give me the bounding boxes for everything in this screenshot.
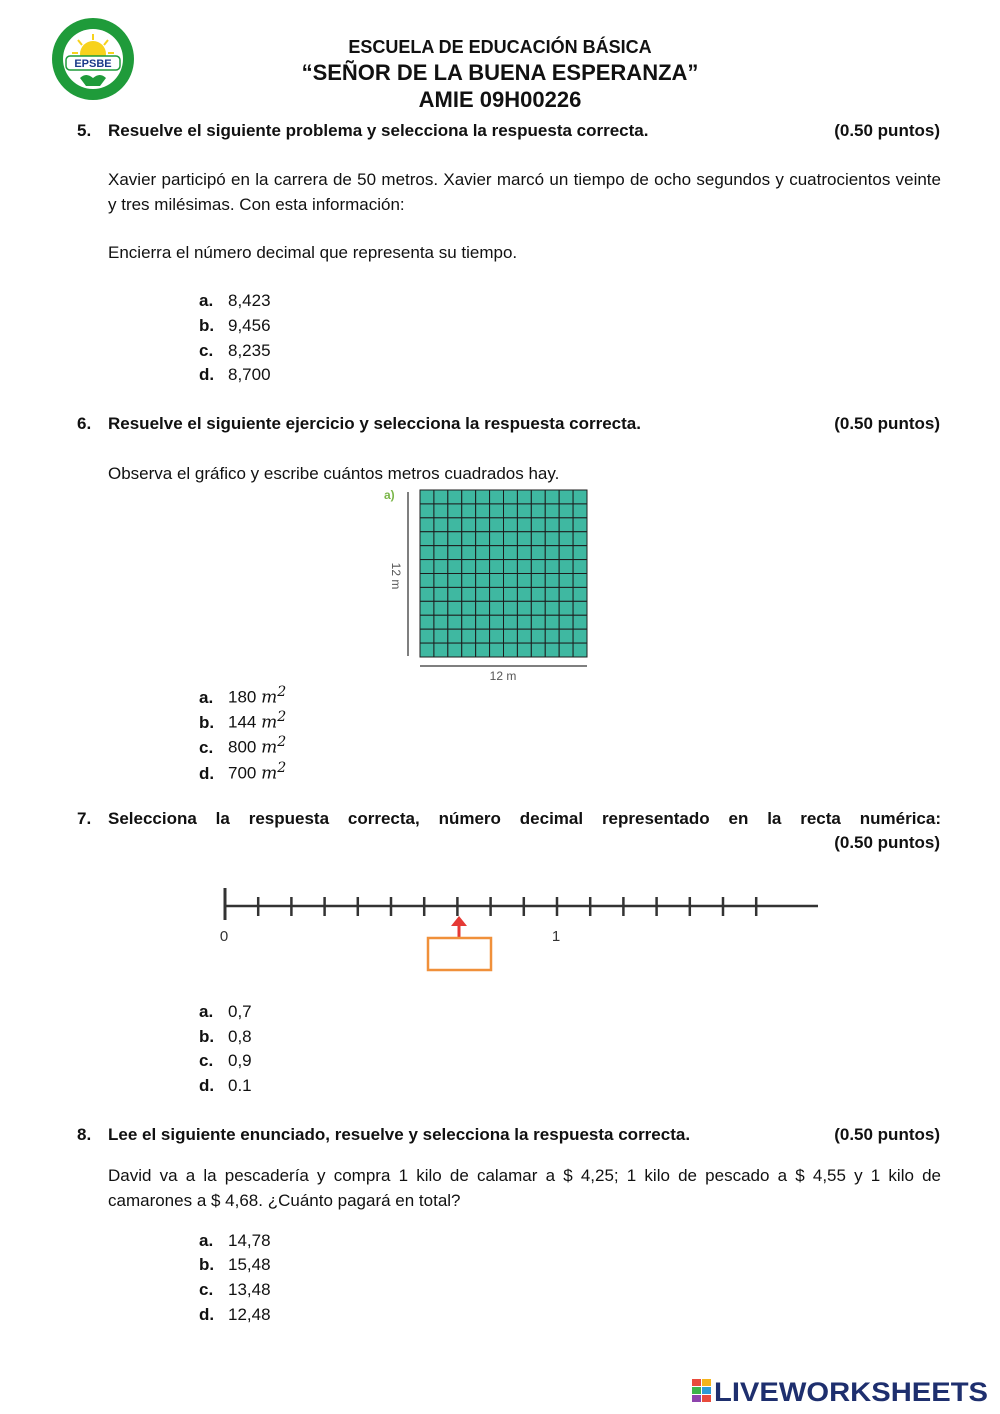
- grid-cell: [573, 546, 587, 560]
- grid-cell: [434, 546, 448, 560]
- answer-box: [428, 938, 491, 970]
- grid-cell: [517, 490, 531, 504]
- grid-cell: [420, 615, 434, 629]
- grid-cell: [517, 574, 531, 588]
- grid-cell: [420, 490, 434, 504]
- grid-cell: [420, 504, 434, 518]
- option-value: 0.1: [228, 1076, 252, 1095]
- option-letter: c.: [199, 1051, 214, 1070]
- question-title: Selecciona la respuesta correcta, número decimal representado en la recta numérica:: [108, 809, 941, 828]
- question-number: 6.: [77, 414, 92, 433]
- grid-cell: [573, 643, 587, 657]
- grid-cell: [531, 560, 545, 574]
- grid-cell: [559, 643, 573, 657]
- grid-cell: [573, 504, 587, 518]
- grid-cell: [504, 546, 518, 560]
- grid-cell: [462, 587, 476, 601]
- grid-cell: [462, 490, 476, 504]
- grid-cell: [476, 546, 490, 560]
- grid-cell: [434, 629, 448, 643]
- grid-cell: [545, 574, 559, 588]
- grid-cell: [462, 504, 476, 518]
- grid-cell: [490, 601, 504, 615]
- grid-cell: [504, 518, 518, 532]
- grid-cell: [573, 490, 587, 504]
- option-value: 14,78: [228, 1231, 271, 1250]
- grid-cell: [559, 587, 573, 601]
- unit: m: [261, 712, 278, 733]
- option-b[interactable]: [199, 1024, 252, 1049]
- option-d[interactable]: [199, 756, 286, 787]
- option-a[interactable]: [199, 1228, 271, 1253]
- grid-cell: [448, 615, 462, 629]
- brand-name: LIVEWORKSHEETS: [714, 1377, 988, 1407]
- option-letter: d.: [199, 365, 215, 384]
- grid-cell: [504, 615, 518, 629]
- question-points: (0.50 puntos): [834, 121, 940, 140]
- grid-cell: [476, 601, 490, 615]
- grid-cell: [490, 546, 504, 560]
- grid-cell: [545, 587, 559, 601]
- unit-exponent: 2: [277, 760, 287, 776]
- grid-cell: [559, 601, 573, 615]
- option-letter: a.: [199, 687, 214, 707]
- grid-cell: [420, 629, 434, 643]
- grid-cell: [573, 615, 587, 629]
- grid-cell: [490, 518, 504, 532]
- grid-cell: [448, 629, 462, 643]
- grid-cell: [462, 601, 476, 615]
- option-value: 0,8: [228, 1027, 252, 1046]
- grid-cell: [476, 643, 490, 657]
- grid-cell: [559, 574, 573, 588]
- grid-cell: [490, 574, 504, 588]
- option-value: 0,7: [228, 1002, 252, 1021]
- option-value: 9,456: [228, 316, 271, 335]
- grid-cell: [434, 587, 448, 601]
- grid-cell: [462, 574, 476, 588]
- grid-cell: [462, 560, 476, 574]
- grid-cell: [490, 490, 504, 504]
- question-instruction: Observa el gráfico y escribe cuántos metros cuadrados hay.: [108, 464, 560, 483]
- grid-cell: [434, 560, 448, 574]
- question-number: 8.: [77, 1125, 92, 1144]
- question-text: David va a la pescadería y compra 1 kilo de calamar a $ 4,25; 1 kilo de pescado a $ 4,55 y 1 kilo de camarones a $ 4,68. ¿Cuánto pagará en total?: [108, 1166, 941, 1210]
- school-amie: AMIE 09H00226: [418, 87, 582, 112]
- grid-cell: [434, 574, 448, 588]
- option-letter: a.: [199, 1002, 214, 1021]
- grid-cell: [504, 490, 518, 504]
- grid-cell: [559, 629, 573, 643]
- liveworksheets-logo[interactable]: [692, 1375, 992, 1407]
- option-letter: d.: [199, 1076, 215, 1095]
- grid-cell: [531, 546, 545, 560]
- start-label: 0: [219, 928, 229, 945]
- logo-text: EPSBE: [74, 58, 112, 70]
- number-line-figure: [210, 880, 830, 980]
- grid-cell: [531, 615, 545, 629]
- grid-cell: [531, 518, 545, 532]
- grid-cell: [504, 629, 518, 643]
- grid-cell: [420, 532, 434, 546]
- grid-cell: [504, 574, 518, 588]
- grid-cell: [476, 615, 490, 629]
- grid-cell: [490, 504, 504, 518]
- grid-cell: [504, 643, 518, 657]
- option-value: 144: [228, 712, 257, 732]
- grid-cell: [420, 518, 434, 532]
- grid-cell: [448, 532, 462, 546]
- grid-cell: [490, 532, 504, 546]
- unit-exponent: 2: [277, 709, 287, 725]
- grid-cell: [448, 560, 462, 574]
- figure-label: a): [384, 488, 395, 502]
- option-letter: b.: [199, 1027, 215, 1046]
- unit: m: [261, 737, 278, 758]
- question-number: 5.: [77, 121, 92, 140]
- grid-cell: [573, 601, 587, 615]
- grid-cell: [448, 490, 462, 504]
- question-title: Resuelve el siguiente problema y selecciona la respuesta correcta.: [108, 121, 649, 140]
- grid-cell: [504, 504, 518, 518]
- grid-cell: [462, 518, 476, 532]
- option-value: 8,423: [228, 291, 271, 310]
- option-letter: b.: [199, 1255, 215, 1274]
- liveworksheets-icon: [692, 1379, 711, 1402]
- grid-cell: [573, 560, 587, 574]
- grid-cell: [476, 532, 490, 546]
- grid-cell: [531, 629, 545, 643]
- side-label: 12 m: [389, 562, 403, 590]
- grid-cell: [559, 615, 573, 629]
- grid-cell: [545, 532, 559, 546]
- grid-cell: [434, 601, 448, 615]
- grid-cell: [504, 587, 518, 601]
- grid-cell: [462, 643, 476, 657]
- grid-cell: [517, 615, 531, 629]
- grid-cell: [490, 560, 504, 574]
- question-number: 7.: [77, 809, 92, 828]
- option-letter: b.: [199, 712, 215, 732]
- grid-cell: [531, 490, 545, 504]
- grid-cell: [531, 504, 545, 518]
- grid-cell: [559, 504, 573, 518]
- grid-cell: [476, 587, 490, 601]
- unit-exponent: 2: [277, 734, 287, 750]
- grid-cell: [420, 560, 434, 574]
- grid-cell: [504, 532, 518, 546]
- grid-cell: [545, 546, 559, 560]
- grid-cell: [476, 518, 490, 532]
- question-points: (0.50 puntos): [834, 414, 940, 433]
- grid-cell: [531, 574, 545, 588]
- grid-cell: [559, 490, 573, 504]
- option-value: 180: [228, 687, 257, 707]
- grid-cell: [517, 643, 531, 657]
- grid-cell: [434, 532, 448, 546]
- grid-cell: [448, 546, 462, 560]
- grid-cell: [462, 532, 476, 546]
- option-b[interactable]: [199, 1252, 271, 1277]
- grid-cell: [545, 504, 559, 518]
- grid-cell: [420, 643, 434, 657]
- question-points: (0.50 puntos): [834, 833, 940, 852]
- option-value: 0,9: [228, 1051, 252, 1070]
- grid-cell: [545, 518, 559, 532]
- option-c[interactable]: [199, 1277, 271, 1302]
- grid-cell: [448, 504, 462, 518]
- grid-cell: [448, 518, 462, 532]
- grid-cell: [504, 560, 518, 574]
- grid-cell: [573, 518, 587, 532]
- grid-cell: [531, 643, 545, 657]
- grid-cell: [573, 532, 587, 546]
- grid-cell: [434, 490, 448, 504]
- school-type: ESCUELA DE EDUCACIÓN BÁSICA: [348, 37, 652, 57]
- option-value: 15,48: [228, 1255, 271, 1274]
- grid-cell: [517, 504, 531, 518]
- option-letter: a.: [199, 291, 214, 310]
- grid-cell: [531, 587, 545, 601]
- option-c[interactable]: [199, 1048, 252, 1073]
- grid-cell: [545, 629, 559, 643]
- unit: m: [261, 687, 278, 708]
- option-letter: c.: [199, 1280, 214, 1299]
- option-letter: c.: [199, 341, 214, 360]
- option-letter: b.: [199, 316, 215, 335]
- option-value: 700: [228, 763, 257, 783]
- option-d[interactable]: [199, 1302, 271, 1327]
- grid-cell: [517, 601, 531, 615]
- grid-cell: [420, 587, 434, 601]
- option-value: 8,235: [228, 341, 271, 360]
- grid-cell: [462, 615, 476, 629]
- grid-cell: [448, 587, 462, 601]
- grid-cells: [420, 490, 587, 657]
- question-points: (0.50 puntos): [834, 1125, 940, 1144]
- option-b[interactable]: [199, 313, 271, 338]
- grid-cell: [531, 532, 545, 546]
- grid-cell: [545, 560, 559, 574]
- option-c[interactable]: [199, 338, 271, 363]
- number-line-ticks: [225, 888, 756, 920]
- question-instruction: Encierra el número decimal que representa su tiempo.: [108, 243, 518, 262]
- grid-cell: [573, 629, 587, 643]
- option-a[interactable]: [199, 288, 271, 313]
- grid-cell: [448, 643, 462, 657]
- grid-cell: [490, 587, 504, 601]
- grid-cell: [573, 574, 587, 588]
- grid-cell: [476, 490, 490, 504]
- grid-cell: [559, 532, 573, 546]
- red-arrow: [451, 916, 467, 938]
- question-title: Resuelve el siguiente ejercicio y selecciona la respuesta correcta.: [108, 414, 641, 433]
- grid-cell: [434, 643, 448, 657]
- grid-cell: [504, 601, 518, 615]
- grid-cell: [545, 601, 559, 615]
- grid-cell: [462, 629, 476, 643]
- unit: m: [261, 763, 278, 784]
- option-letter: d.: [199, 763, 215, 783]
- grid-cell: [476, 560, 490, 574]
- option-d[interactable]: [199, 1073, 252, 1098]
- grid-cell: [517, 560, 531, 574]
- grid-cell: [420, 546, 434, 560]
- grid-cell: [517, 587, 531, 601]
- unit-exponent: 2: [277, 684, 287, 700]
- grid-cell: [545, 643, 559, 657]
- grid-cell: [462, 546, 476, 560]
- option-value: 800: [228, 737, 257, 757]
- grid-cell: [434, 518, 448, 532]
- school-name: “SEÑOR DE LA BUENA ESPERANZA”: [301, 60, 699, 85]
- option-letter: d.: [199, 1305, 215, 1324]
- grid-cell: [559, 560, 573, 574]
- area-grid-figure: [380, 486, 600, 686]
- grid-cell: [559, 546, 573, 560]
- option-value: 13,48: [228, 1280, 271, 1299]
- grid-cell: [420, 601, 434, 615]
- question-title: Lee el siguiente enunciado, resuelve y selecciona la respuesta correcta.: [108, 1125, 691, 1144]
- grid-cell: [545, 490, 559, 504]
- option-letter: c.: [199, 737, 214, 757]
- grid-cell: [531, 601, 545, 615]
- option-d[interactable]: [199, 362, 271, 387]
- grid-cell: [490, 629, 504, 643]
- grid-cell: [517, 532, 531, 546]
- end-label: 1: [551, 928, 561, 945]
- grid-cell: [573, 587, 587, 601]
- grid-cell: [448, 601, 462, 615]
- grid-cell: [490, 643, 504, 657]
- option-a[interactable]: [199, 999, 252, 1024]
- grid-cell: [476, 504, 490, 518]
- question-text: Xavier participó en la carrera de 50 metros. Xavier marcó un tiempo de ocho segundos y cuatrocientos veinte y tres milésimas. Con esta información:: [108, 170, 941, 214]
- grid-cell: [420, 574, 434, 588]
- grid-cell: [559, 518, 573, 532]
- option-value: 8,700: [228, 365, 271, 384]
- option-value: 12,48: [228, 1305, 271, 1324]
- grid-cell: [517, 546, 531, 560]
- grid-cell: [476, 574, 490, 588]
- grid-cell: [434, 615, 448, 629]
- grid-cell: [545, 615, 559, 629]
- option-letter: a.: [199, 1231, 214, 1250]
- grid-cell: [490, 615, 504, 629]
- bottom-label: 12 m: [489, 669, 517, 683]
- grid-cell: [517, 518, 531, 532]
- grid-cell: [448, 574, 462, 588]
- grid-cell: [434, 504, 448, 518]
- grid-cell: [476, 629, 490, 643]
- grid-cell: [517, 629, 531, 643]
